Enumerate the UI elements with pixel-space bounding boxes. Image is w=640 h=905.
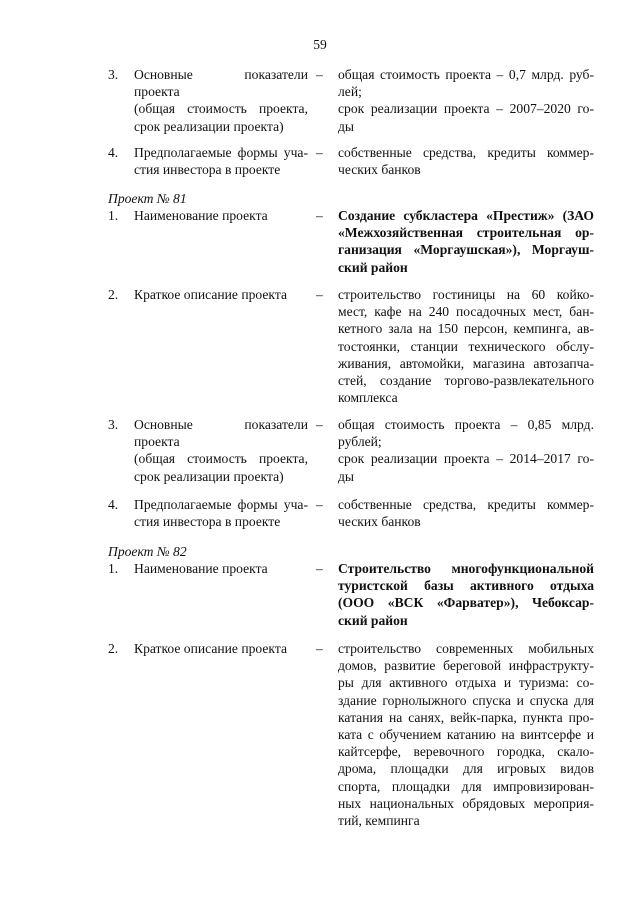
label-line: Предполагаемые формы уча- <box>134 497 308 512</box>
value-line: ных национальных обрядовых мероприя- <box>338 795 594 811</box>
item-value <box>338 640 594 829</box>
label-line: Предполагаемые формы уча- <box>134 145 308 160</box>
value-line: стей, создание торгово-развлекательного <box>338 373 594 389</box>
value-line: ский район <box>338 612 408 628</box>
label-line: Краткое описание проекта <box>134 641 287 656</box>
label-line: Наименование проекта <box>134 208 268 223</box>
item-label <box>134 416 308 485</box>
value-line: тий, кемпинга <box>338 813 420 829</box>
value-line: ганизация «Моргаушская»), Моргауш- <box>338 242 594 258</box>
item-dash: – <box>316 497 323 512</box>
value-line: срок реализации проекта – 2014–2017 го- <box>338 451 594 467</box>
value-line: собственные средства, кредиты коммер- <box>338 145 594 160</box>
item-dash: – <box>316 641 323 656</box>
item-label <box>134 66 308 135</box>
item-value <box>338 416 594 485</box>
item-label <box>134 286 308 303</box>
label-line: (общая стоимость проекта, <box>134 451 308 467</box>
item-label <box>134 496 308 530</box>
label-line: стия инвестора в проекте <box>134 162 281 178</box>
value-line: срок реализации проекта – 2007–2020 го- <box>338 101 594 117</box>
item-number: 4. <box>108 145 119 160</box>
page-number: 59 <box>313 37 327 52</box>
item-label <box>134 560 308 577</box>
value-line: рублей; <box>338 434 382 450</box>
item-value <box>338 66 594 135</box>
value-line: катания на санях, вейк-парка, пункта про- <box>338 709 594 725</box>
value-line: тостоянки, станции технического обслу- <box>338 338 594 354</box>
project-82-heading: Проект № 82 <box>108 544 187 559</box>
value-line: ческих банков <box>338 162 421 178</box>
value-line: спорта, площадки для импровизирован- <box>338 778 594 794</box>
item-number: 1. <box>108 208 119 223</box>
label-line: Краткое описание проекта <box>134 287 287 302</box>
value-line: кетного зала на 150 персон, кемпинга, ав- <box>338 321 594 337</box>
value-line: ры для активного отдыха и туризма: со- <box>338 675 594 691</box>
value-line: туристской базы активного отдыха <box>338 578 594 594</box>
value-line: Строительство многофункциональной <box>338 561 594 576</box>
label-line: Основные показатели проекта <box>134 67 308 100</box>
value-line: ката с обучением катанию на винтсерфе и <box>338 727 594 743</box>
item-number: 2. <box>108 641 119 656</box>
value-line: (ООО «ВСК «Фарватер»), Чебоксар- <box>338 595 594 611</box>
label-line: Наименование проекта <box>134 561 268 576</box>
label-line: стия инвестора в проекте <box>134 514 281 530</box>
item-label <box>134 207 308 224</box>
value-line: строительство современных мобильных <box>338 641 594 656</box>
item-number: 2. <box>108 287 119 302</box>
value-line: собственные средства, кредиты коммер- <box>338 497 594 512</box>
project-title <box>338 560 594 629</box>
item-dash: – <box>316 208 323 223</box>
item-dash: – <box>316 287 323 302</box>
value-line: дрома, площадки для игровых видов <box>338 761 594 777</box>
value-line: домов, развитие береговой инфраструкту- <box>338 658 594 674</box>
value-line: здание горнолыжного спуска и спуска для <box>338 692 594 708</box>
label-line: срок реализации проекта) <box>134 468 284 484</box>
value-line: лей; <box>338 84 362 100</box>
project-81-heading: Проект № 81 <box>108 191 187 206</box>
item-label <box>134 144 308 178</box>
value-line: комплекса <box>338 390 398 406</box>
value-line: ческих банков <box>338 514 421 530</box>
value-line: «Межхозяйственная строительная ор- <box>338 225 594 241</box>
item-number: 3. <box>108 67 119 82</box>
label-line: (общая стоимость проекта, <box>134 101 308 117</box>
item-dash: – <box>316 417 323 432</box>
item-dash: – <box>316 67 323 82</box>
item-label <box>134 640 308 657</box>
item-value <box>338 144 594 178</box>
item-number: 4. <box>108 497 119 512</box>
value-line: строительство гостиницы на 60 койко- <box>338 287 594 302</box>
label-line: срок реализации проекта) <box>134 118 284 134</box>
item-dash: – <box>316 145 323 160</box>
value-line: ды <box>338 468 355 484</box>
project-title <box>338 207 594 276</box>
item-value <box>338 286 594 406</box>
item-number: 3. <box>108 417 119 432</box>
value-line: кайтсерфе, веревочного городка, скало- <box>338 744 594 760</box>
value-line: ды <box>338 118 355 134</box>
value-line: Создание субкластера «Престиж» (ЗАО <box>338 208 594 223</box>
value-line: живания, автомойки, магазина автозапча- <box>338 355 594 371</box>
value-line: мест, кафе на 240 посадочных мест, бан- <box>338 304 594 320</box>
value-line: ский район <box>338 259 408 275</box>
label-line: Основные показатели проекта <box>134 417 308 450</box>
item-value <box>338 496 594 530</box>
value-line: общая стоимость проекта – 0,85 млрд. <box>338 417 594 432</box>
value-line: общая стоимость проекта – 0,7 млрд. руб- <box>338 67 594 82</box>
item-number: 1. <box>108 561 119 576</box>
item-dash: – <box>316 561 323 576</box>
